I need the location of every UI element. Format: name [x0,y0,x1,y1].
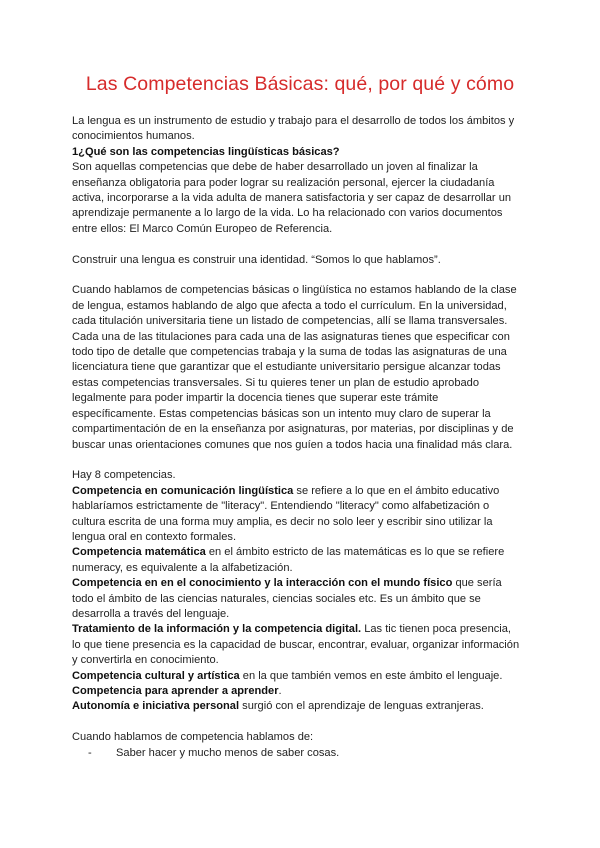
competencia-name: Competencia en en el conocimiento y la interacción con el mundo físico [72,577,453,590]
competencia-item [72,484,522,546]
spacer [72,715,522,730]
competencia-name: Autonomía e iniciativa personal [72,700,240,713]
question-text: 1¿Qué son las competencias lingüísticas básicas? [72,145,340,158]
competencia-name: Competencia cultural y artística [72,669,240,682]
bullet-item [72,746,522,761]
competencia-text: se refiere a lo que en el ámbito educativo hablaríamos estrictamente de "literacy". Entendiendo "literacy" como alfabetización o cultura escrita de una forma muy amplia, es decir no solo leer y escribir sino utilizar la lengua oral en contexto formales. [72,484,500,543]
competencia-text: en la que también vemos en este ámbito el lenguaje. [239,669,503,682]
question-heading [72,145,522,160]
spacer [72,453,522,468]
document-title: Las Competencias Básicas: qué, por qué y cómo [85,73,515,95]
competencia-name: Competencia para aprender a aprender [72,684,279,697]
competencia-name: Competencia matemática [72,546,206,559]
competencia-text: surgió con el aprendizaje de lenguas extranjeras. [239,700,484,713]
competencia-text: que sería todo el ámbito de las ciencias naturales, ciencias sociales etc. Es un ámbito que se desarrolla a través del lenguaje. [72,577,502,620]
spacer [72,268,522,283]
competencia-item [72,684,522,699]
competencia-item [72,622,522,668]
identity-paragraph: Construir una lengua es construir una identidad. “Somos lo que hablamos”. [72,253,441,266]
competencia-name: Tratamiento de la información y la competencia digital. [72,623,362,636]
competencia-text: Las tic tienen poca presencia, lo que tiene presencia es la capacidad de buscar, encontrar, evaluar, organizar información y convertirla en conocimiento. [72,623,520,667]
competencia-item [72,576,522,622]
document-body [72,114,522,761]
competencia-item [72,669,522,684]
count-line: Hay 8 competencias. [72,469,176,482]
bullet-marker: - [88,746,92,759]
competencia-text: en el ámbito estricto de las matemáticas es lo que se refiere numeracy, es equivalente a la alfabetización. [72,546,505,574]
bullet-text: Saber hacer y mucho menos de saber cosas. [116,746,340,759]
answer-paragraph: Son aquellas competencias que debe de haber desarrollado un joven al finalizar la enseñanza obligatoria para poder lograr su realización personal, ejercer la ciudadanía activa, incorporarse a la vida adulta de manera satisfactoria y ser capaz de desarrollar un aprendizaje permanente a lo largo de la vida. Lo ha relacionado con varios documentos entre ellos: El Marco Común Europeo de Referencia. [72,161,512,235]
competencia-name: Competencia en comunicación lingüística [72,484,294,497]
competencia-item [72,545,522,576]
competencia-item [72,699,522,714]
intro-paragraph: La lengua es un instrumento de estudio y trabajo para el desarrollo de todos los ámbitos y conocimientos humanos. [72,115,515,143]
main-paragraph: Cuando hablamos de competencias básicas o lingüística no estamos hablando de la clase de lengua, estamos hablando de algo que afecta a todo el currículum. En la universidad, cada titulación universitaria tiene un listado de competencias, allí se llama transversales. Cada una de las titulaciones para cada una de las asignaturas tienes que especificar con todo tipo de detalle que competencias trabaja y la suma de todas las asignaturas de una licenciatura tiene que garantizar que el estudiante universitario persigue alcanzar todas estas competencias transversales. Si tu quieres tener un plan de estudio aprobado legalmente para poder impartir la docencia tienes que superar este trámite específicamente. Estas competencias básicas son un intento muy claro de superar la compartimentación de en la enseñanza por asignaturas, por materias, por disciplinas y de buscar unas orientaciones comunes que nos guíen a todos hacia una finalidad más clara. [72,284,517,451]
spacer [72,237,522,252]
closing-line: Cuando hablamos de competencia hablamos de: [72,731,314,744]
competencia-text: . [278,684,282,697]
